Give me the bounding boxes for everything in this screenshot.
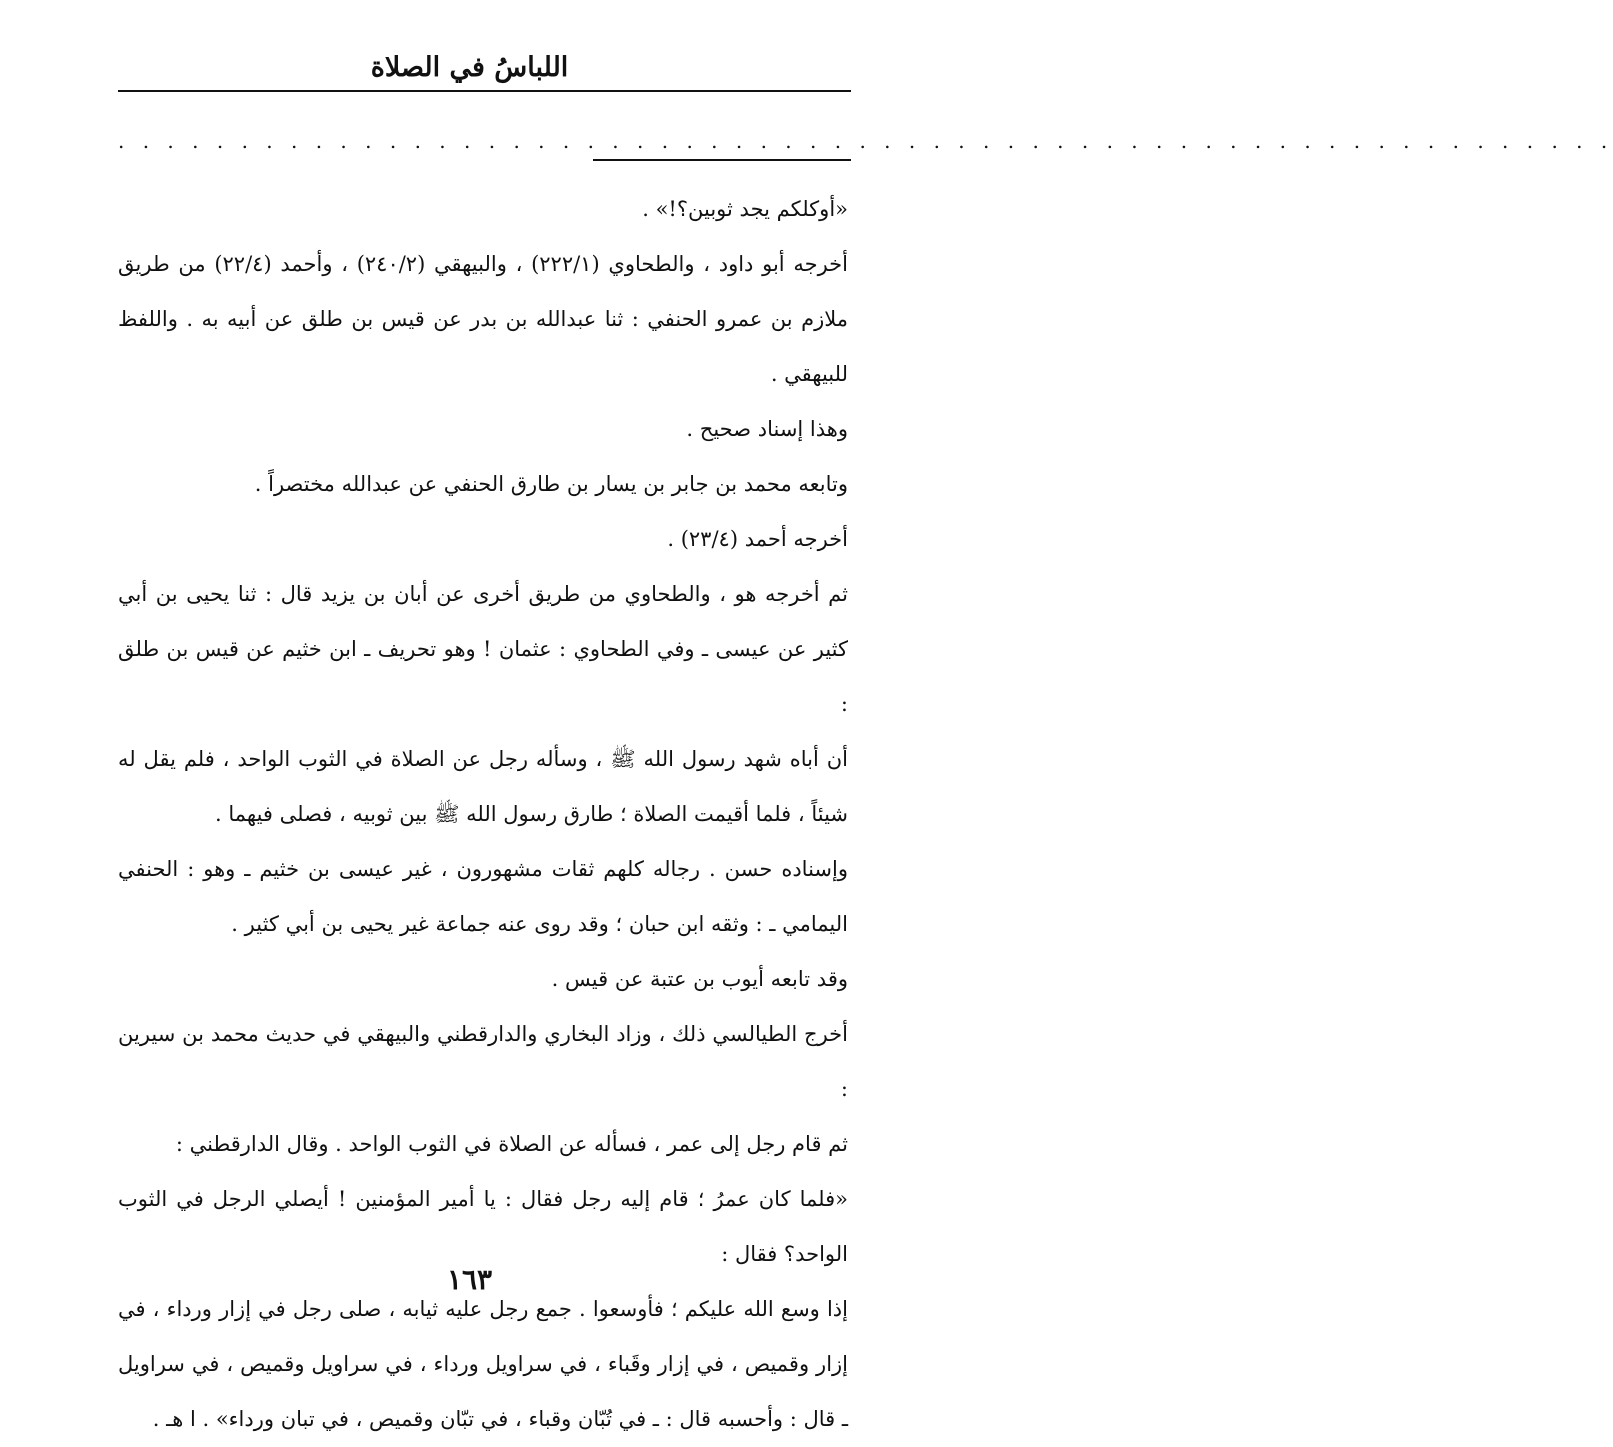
paragraph-13: إذا وسع الله عليكم ؛ فأوسعوا . جمع رجل عليه ثيابه ، صلى رجل في إزار ورداء ، في إزار وقميص ، في إزار وقَباء ، في سراويل ورداء ، في سراويل وقميص ، في سراويل ـ قال : وأحسبه قال : ـ في تُبّان وقباء ، في تبّان وقميص ، في تبان ورداء» . ا هـ . [118,1297,848,1431]
paragraph-10: أخرج الطيالسي ذلك ، وزاد البخاري والدارقطني والبيهقي في حديث محمد بن سيرين : [118,1022,848,1101]
paragraph-6: ثم أخرجه هو ، والطحاوي من طريق أخرى عن أبان بن يزيد قال : ثنا يحيى بن أبي كثير عن عيسى ـ وفي الطحاوي : عثمان ! وهو تحريف ـ ابن خثيم عن قيس بن طلق : [118,582,848,716]
page-number: ١٦٣ [446,1263,493,1296]
paragraph-5: أخرجه أحمد (٢٣/٤) . [667,527,848,551]
dotted-separator: . . . . . . . . . . . . . . . . . . . . . . . . . . . . . . . . . . . . . . . . . . . . . . . . . . . . . . . . . . . . . [118,129,1613,153]
paragraph-1: «أوكلكم يجد ثوبين؟!» . [642,197,848,221]
paragraph-7: أن أباه شهد رسول الله ﷺ ، وسأله رجل عن الصلاة في الثوب الواحد ، فلم يقل له شيئاً ، فلما أقيمت الصلاة ؛ طارق رسول الله ﷺ بين ثوبيه ، فصلى فيهما . [118,747,848,826]
paragraph-8: وإسناده حسن . رجاله كلهم ثقات مشهورون ، غير عيسى بن خثيم ـ وهو : الحنفي اليمامي ـ : وثقه ابن حبان ؛ وقد روى عنه جماعة غير يحيى بن أبي كثير . [118,857,848,936]
paragraph-2: أخرجه أبو داود ، والطحاوي (٢٢٢/١) ، والبيهقي (٢٤٠/٢) ، وأحمد (٢٢/٤) من طريق ملازم بن عمرو الحنفي : ثنا عبدالله بن بدر عن قيس بن طلق عن أبيه به . واللفظ للبيهقي . [118,252,849,386]
header-rule [118,90,851,92]
paragraph-11: ثم قام رجل إلى عمر ، فسأله عن الصلاة في الثوب الواحد . وقال الدارقطني : [175,1132,848,1156]
paragraph-9: وقد تابعه أيوب بن عتبة عن قيس . [551,967,848,991]
footnote-rule [593,159,851,161]
paragraph-12: «فلما كان عمرُ ؛ قام إليه رجل فقال : يا أمير المؤمنين ! أيصلي الرجل في الثوب الواحد؟ فقال : [118,1187,848,1266]
paragraph-4: وتابعه محمد بن جابر بن يسار بن طارق الحنفي عن عبدالله مختصراً . [254,472,848,496]
running-header-title: اللباسُ في الصلاة [370,52,569,83]
paragraph-3: وهذا إسناد صحيح . [686,417,848,441]
body-text [118,182,848,1447]
